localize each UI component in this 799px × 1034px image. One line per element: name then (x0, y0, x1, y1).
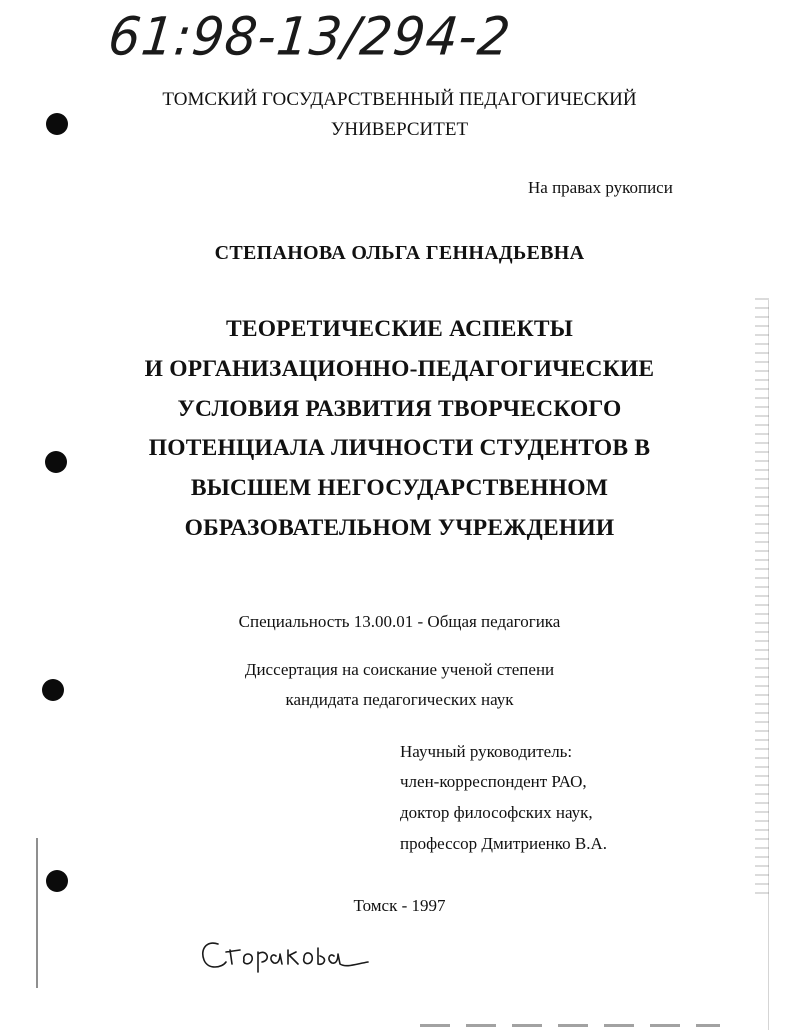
scan-edge-line (36, 838, 38, 988)
catalog-number: 61:98-13/294-2 (105, 6, 514, 67)
supervisor-name: профессор Дмитриенко В.А. (400, 834, 608, 853)
title-line: ОБРАЗОВАТЕЛЬНОМ УЧРЕЖДЕНИИ (184, 515, 615, 541)
scan-artifact-line (768, 300, 769, 1030)
dissertation-line1: Диссертация на соискание ученой степени (244, 660, 555, 679)
scan-bottom-marks (420, 1024, 720, 1027)
rights-note: На правах рукописи (528, 178, 673, 197)
place-year: Томск - 1997 (353, 896, 446, 915)
title-line: ТЕОРЕТИЧЕСКИЕ АСПЕКТЫ (225, 316, 574, 342)
scan-artifact (755, 298, 769, 898)
title-line: И ОРГАНИЗАЦИОННО-ПЕДАГОГИЧЕСКИЕ (144, 356, 655, 382)
supervisor-title2: доктор философских наук, (400, 803, 593, 822)
title-line: ПОТЕНЦИАЛА ЛИЧНОСТИ СТУДЕНТОВ В (148, 435, 651, 461)
supervisor-heading: Научный руководитель: (400, 742, 573, 761)
author-name: СТЕПАНОВА ОЛЬГА ГЕННАДЬЕВНА (214, 242, 585, 264)
title-line: УСЛОВИЯ РАЗВИТИЯ ТВОРЧЕСКОГО (177, 396, 622, 422)
university-name-line1: ТОМСКИЙ ГОСУДАРСТВЕННЫЙ ПЕДАГОГИЧЕСКИЙ (162, 89, 637, 110)
dissertation-line2: кандидата педагогических наук (285, 690, 514, 709)
university-name-line2: УНИВЕРСИТЕТ (330, 119, 469, 140)
handwritten-signature (196, 930, 376, 980)
binder-hole (46, 113, 68, 135)
supervisor-title1: член-корреспондент РАО, (400, 772, 587, 791)
binder-hole (46, 870, 68, 892)
title-line: ВЫСШЕМ НЕГОСУДАРСТВЕННОМ (190, 475, 609, 501)
specialty: Специальность 13.00.01 - Общая педагогика (238, 612, 561, 631)
binder-hole (45, 451, 67, 473)
binder-hole (42, 679, 64, 701)
